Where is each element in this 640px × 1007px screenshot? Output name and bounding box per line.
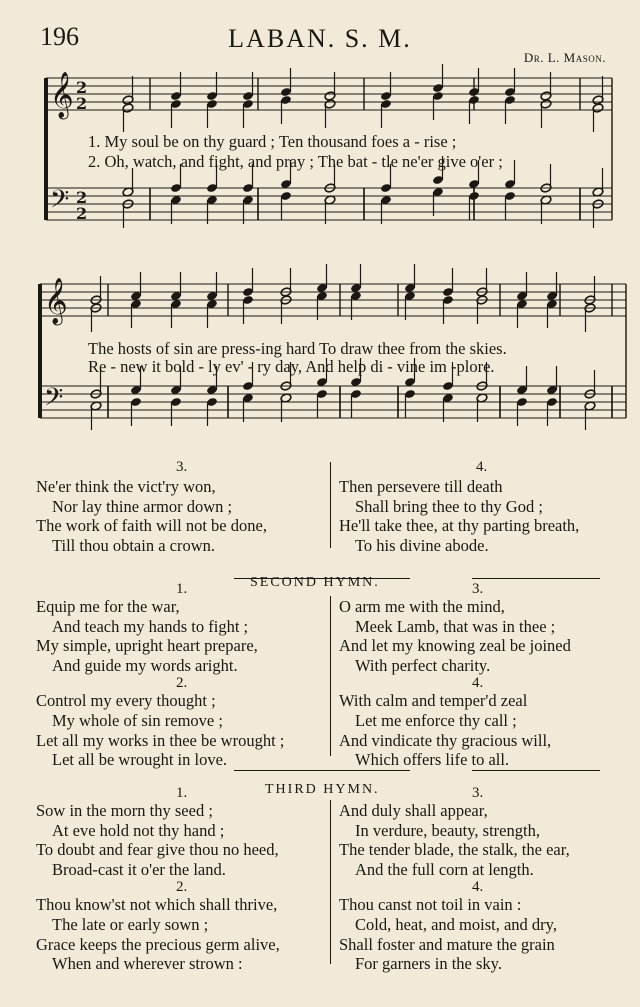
stanza-number: 4.: [472, 675, 484, 692]
stanza-number: 1.: [176, 581, 188, 597]
verse-line: Nor lay thine armor down ;: [52, 496, 233, 516]
time-signature: 2: [76, 94, 88, 113]
verse-line: To his divine abode.: [355, 535, 489, 555]
verse-line: And duly shall appear,: [339, 801, 488, 820]
verse-line: And the full corn at length.: [355, 859, 534, 879]
verse-line: Which offers life to all.: [355, 750, 510, 770]
column-divider: [330, 596, 331, 756]
stanza-number: 3.: [472, 785, 484, 801]
verse-line: To doubt and fear give thou no heed,: [36, 840, 279, 860]
verse-line: For garners in the sky.: [355, 954, 502, 974]
verse-line: Meek Lamb, that was in thee ;: [355, 616, 556, 636]
verse-line: He'll take thee, at thy parting breath,: [339, 516, 580, 536]
verse-line: Till thou obtain a crown.: [52, 535, 216, 555]
tune-title: LABAN. S. M.: [228, 24, 412, 53]
composer-credit: Dr. L. Mason.: [523, 50, 606, 65]
verse-line: Then persevere till death: [339, 477, 503, 496]
column-divider: [330, 800, 331, 964]
lyric-system1-verse2: 2. Oh, watch, and fight, and pray ; The bat - tle ne'er give o'er ;: [88, 152, 503, 171]
verse-line: Grace keeps the precious germ alive,: [36, 934, 280, 954]
treble-staff: [40, 284, 626, 316]
verse-line: Thou canst not toil in vain :: [339, 895, 522, 915]
third-hymn-title: THIRD HYMN.: [265, 782, 380, 797]
verse-line: Sow in the morn thy seed ;: [36, 801, 213, 820]
verse-line: Let me enforce thy call ;: [355, 711, 517, 730]
verse-line: Shall foster and mature the grain: [339, 934, 555, 954]
music-notation: [0, 0, 640, 460]
verse-line: With calm and temper'd zeal: [339, 691, 528, 711]
verse-line: At eve hold not thy hand ;: [52, 820, 225, 840]
column-divider: [330, 462, 331, 548]
stanza-number: 4.: [472, 879, 484, 896]
verse-line: Broad-cast it o'er the land.: [52, 859, 226, 879]
verse-line: Let all my works in thee be wrought ;: [36, 730, 285, 750]
section-rule: [472, 578, 600, 579]
second-hymn-title: SECOND HYMN.: [250, 575, 380, 590]
verse-line: My simple, upright heart prepare,: [36, 636, 258, 656]
treble-clef: 𝄞: [50, 72, 74, 118]
treble-clef: 𝄞: [44, 278, 68, 324]
stanza-number: 3.: [176, 459, 188, 475]
verse-line: Cold, heat, and moist, and dry,: [355, 915, 557, 934]
stanza-number: 4.: [476, 459, 488, 475]
stanza-number: 2.: [176, 675, 188, 692]
time-signature: 2: [76, 204, 88, 223]
time-signature: 2: [76, 78, 88, 97]
page-number: 196: [40, 22, 79, 51]
verse-line: My whole of sin remove ;: [52, 711, 223, 730]
verse-line: Ne'er think the vict'ry won,: [36, 477, 216, 496]
lyric-system1-verse1: 1. My soul be on thy guard ; Ten thousand foes a - rise ;: [88, 132, 457, 151]
verse-line: The late or early sown ;: [52, 915, 209, 934]
verse-line: Shall bring thee to thy God ;: [355, 496, 543, 516]
verse-line: And vindicate thy gracious will,: [339, 730, 552, 750]
stanza-number: 1.: [176, 785, 188, 801]
verse-line: The work of faith will not be done,: [36, 516, 267, 536]
verse-line: Control my every thought ;: [36, 691, 216, 711]
verse-line: Equip me for the war,: [36, 597, 180, 616]
lyric-system2-verse1: The hosts of sin are press-ing hard To draw thee from the skies.: [88, 339, 507, 358]
verse-line: And guide my words aright.: [52, 655, 238, 675]
verse-line: When and wherever strown :: [52, 954, 243, 974]
verse-line: With perfect charity.: [355, 655, 491, 675]
verse-line: O arm me with the mind,: [339, 597, 505, 616]
lyric-system2-verse2: Re - new it bold - ly ev' - ry day, And help di - vine im -plore.: [88, 357, 495, 376]
bass-clef: 𝄢: [50, 185, 70, 220]
verse-line: Thou know'st not which shall thrive,: [36, 895, 278, 915]
verse-line: And teach my hands to fight ;: [52, 616, 249, 636]
section-rule: [234, 770, 410, 771]
verse-line: And let my knowing zeal be joined: [339, 636, 571, 656]
bass-staff: [40, 386, 626, 418]
stanza-number: 2.: [176, 879, 188, 896]
bass-clef: 𝄢: [44, 383, 64, 418]
verse-line: The tender blade, the stalk, the ear,: [339, 840, 570, 860]
section-rule: [472, 770, 600, 771]
time-signature: 2: [76, 188, 88, 207]
verse-line: Let all be wrought in love.: [52, 750, 228, 770]
stanza-number: 3.: [472, 581, 484, 597]
verse-line: In verdure, beauty, strength,: [355, 820, 540, 840]
